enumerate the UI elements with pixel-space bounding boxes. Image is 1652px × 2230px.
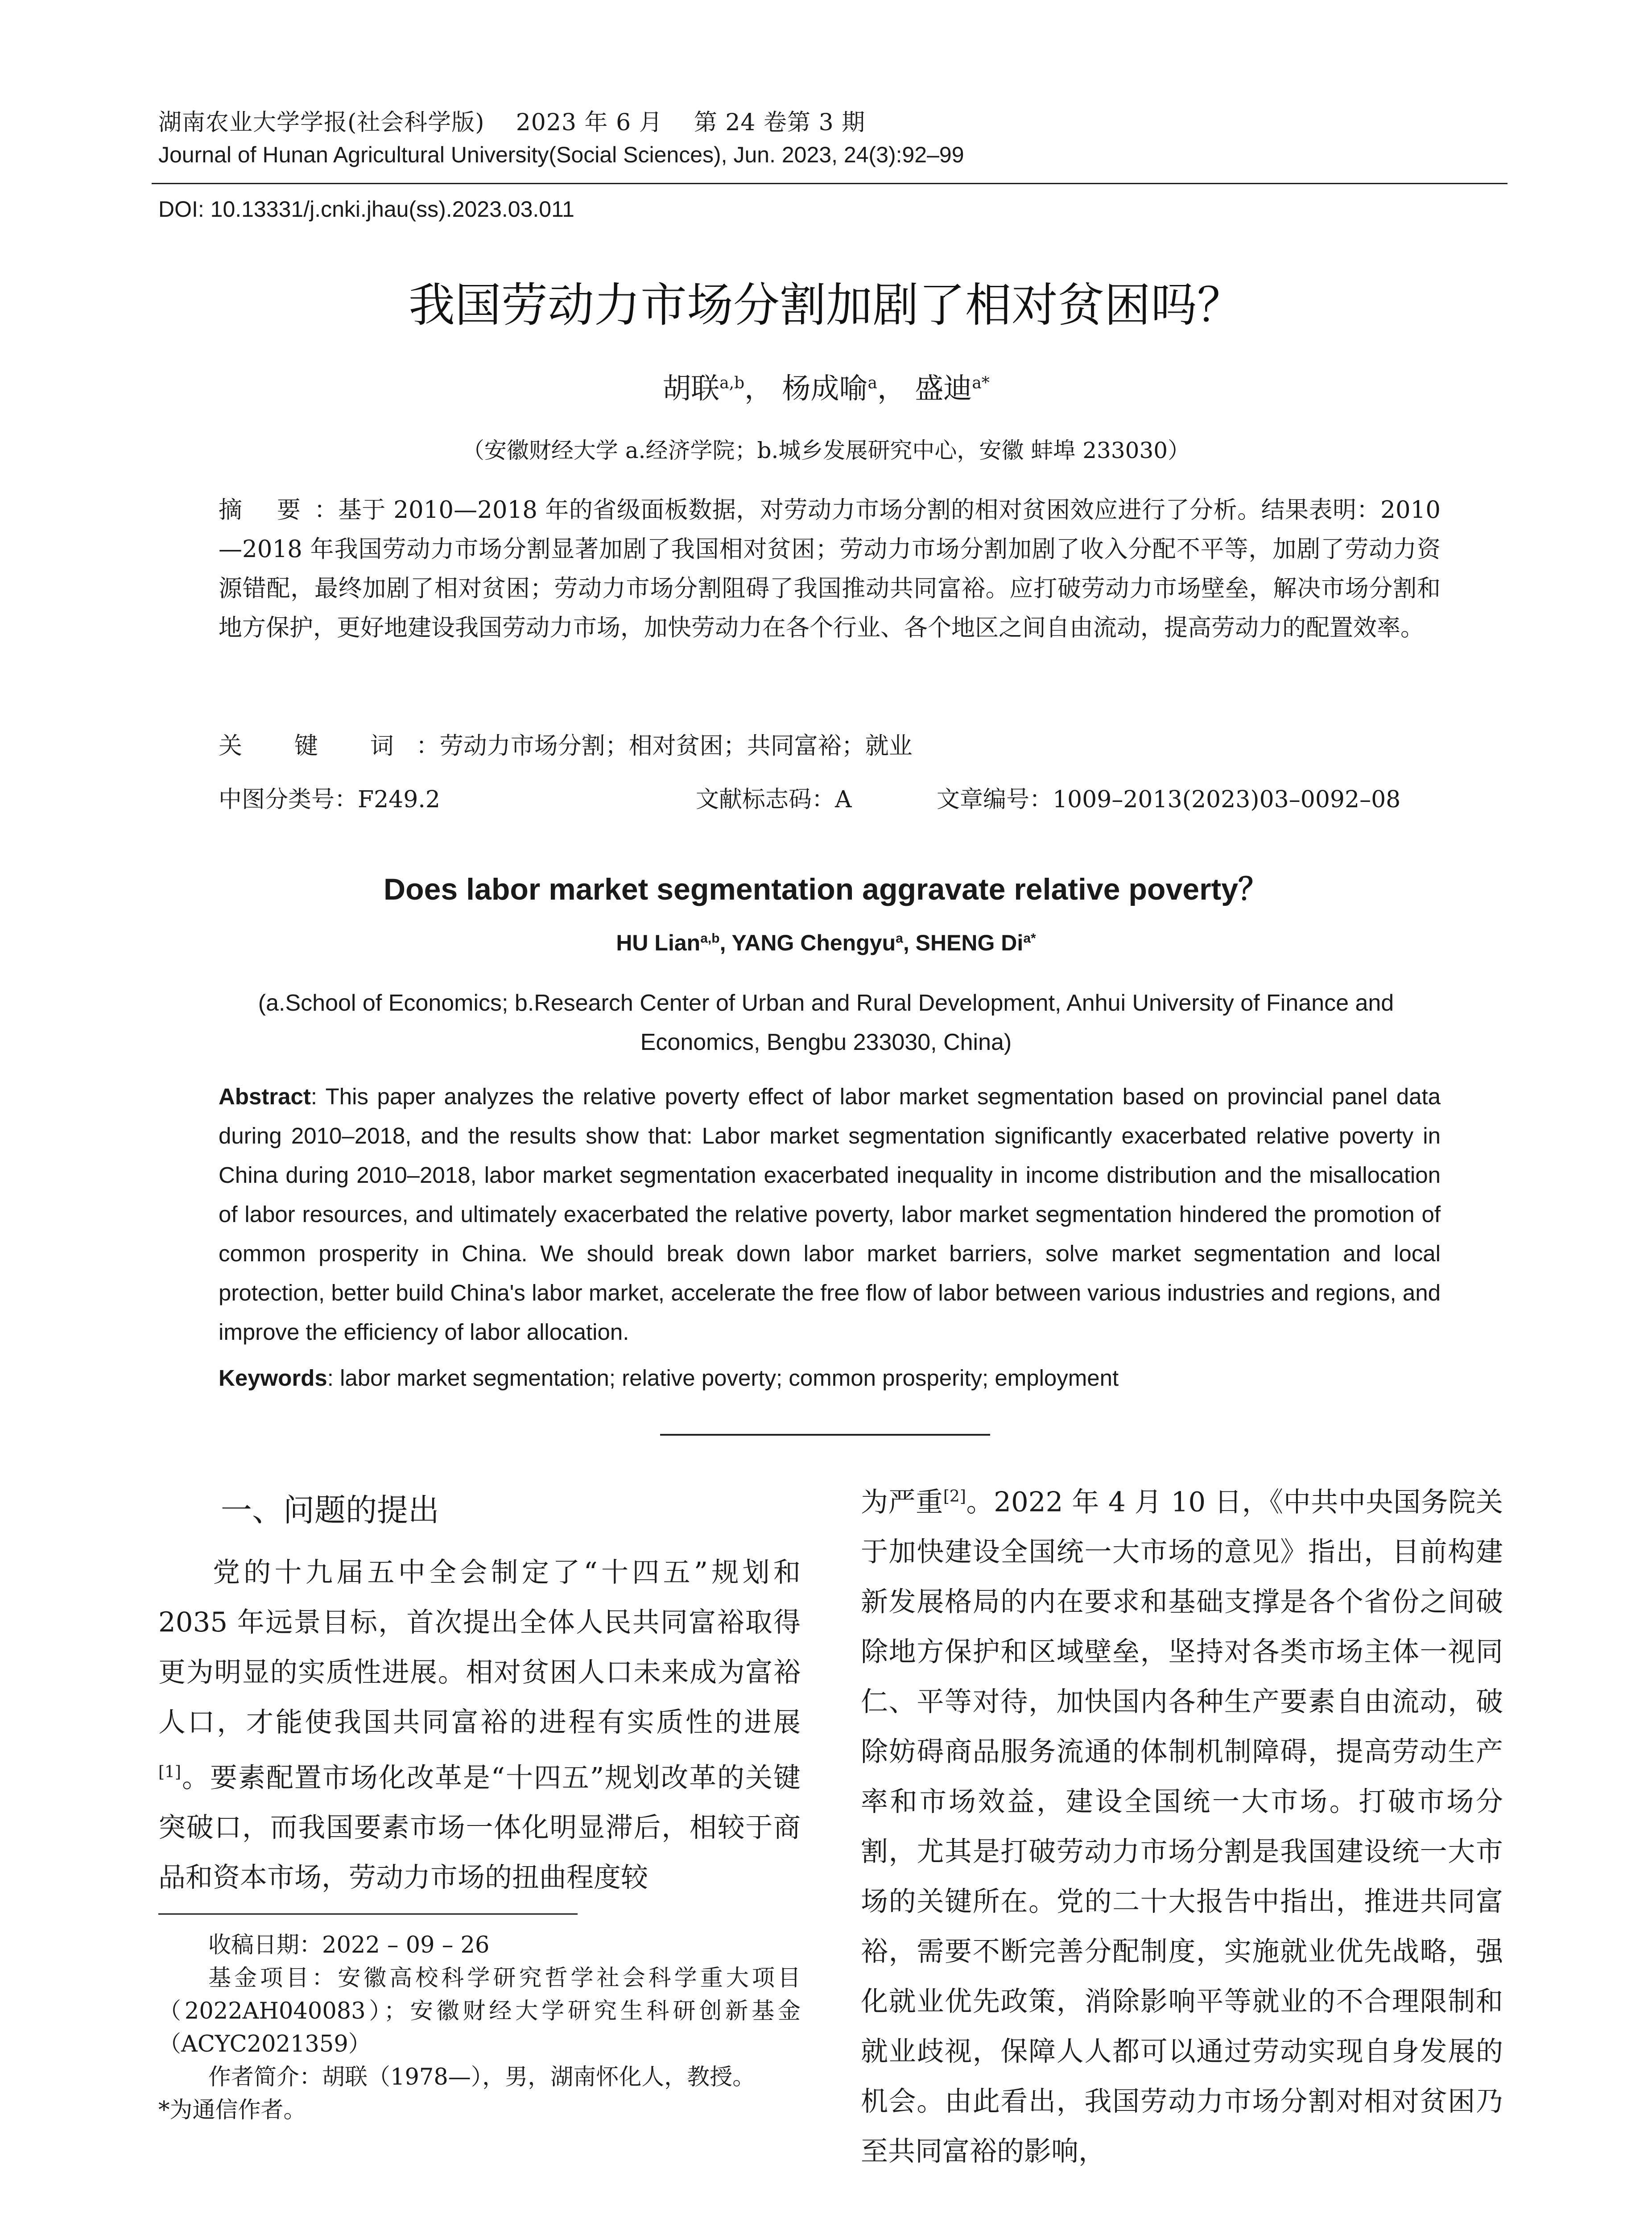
abstract-text-cn: 基于 2010—2018 年的省级面板数据，对劳动力市场分割的相对贫困效应进行了分析。结果表明：2010—2018 年我国劳动力市场分割显著加剧了我国相对贫困；劳动力市场分割加剧了收入分配不平等，加剧了劳动力资源错配，最终加剧了相对贫困；劳动力市场分割阻碍了我国推动共同富裕。应打破劳动力市场壁垒，解决市场分割和地方保护，更好地建设我国劳动力市场，加快劳动力在各个行业、各个地区之间自由流动，提高劳动力的配置效率。 bbox=[219, 496, 1441, 641]
abstract-cn: 摘 要：基于 2010—2018 年的省级面板数据，对劳动力市场分割的相对贫困效应进行了分析。结果表明：2010—2018 年我国劳动力市场分割显著加剧了我国相对贫困；劳动力市场分割加剧了收入分配不平等，加剧了劳动力资源错配，最终加剧了相对贫困；劳动力市场分割阻碍了我国推动共同富裕。应打破劳动力市场壁垒，解决市场分割和地方保护，更好地建设我国劳动力市场，加快劳动力在各个行业、各个地区之间自由流动，提高劳动力的配置效率。 bbox=[219, 496, 1441, 641]
affiliation-en-line: (a.School of Economics; b.Research Center of Urban and Rural Development, Anhui University of Finance and bbox=[258, 990, 1394, 1016]
affiliation-en-line: Economics, Bengbu 233030, China) bbox=[640, 1029, 1012, 1055]
body-paragraph bbox=[861, 1472, 1503, 2176]
journal-name-en: Journal of Hunan Agricultural University(Social Sciences), Jun. 2023, 24(3):92–99 bbox=[158, 142, 964, 167]
paragraph-text: 党的十九届五中全会制定了“十四五”规划和 2035 年远景目标，首次提出全体人民共同富裕取得更为明显的实质性进展。相对贫困人口未来成为富裕人口，才能使我国共同富裕的进程有实质性的进展 bbox=[158, 1557, 801, 1738]
author-name: 杨成喻 bbox=[782, 372, 868, 405]
footnote-funding: 基金项目：安徽高校科学研究哲学社会科学重大项目（2022AH040083）；安徽财经大学研究生科研创新基金（ACYC2021359） bbox=[158, 1965, 801, 2057]
citation-ref: [2] bbox=[943, 1487, 966, 1506]
authors-en: HU Lian$^{a,b}$, YANG Chengyu$^a$, SHENG $Di^{a*}$ bbox=[616, 930, 1036, 955]
author-affiliation-mark: a bbox=[896, 931, 903, 946]
abstract-en: Abstract: This paper analyzes the relative poverty effect of labor market segmentation based on provincial panel data during 2010–2018, and the results show that: Labor market segmentation significantly exacerbated relative poverty in China during 2010–2018, labor market segmentation exacerbated inequality in income distribution and the misallocation of labor resources, and ultimately exacerbated the relative poverty, labor market segmentation hindered the promotion of common prosperity in China. We should break down labor market barriers, solve market segmentation and local protection, better build China's labor market, accelerate the free flow of labor between various industries and regions, and improve the efficiency of labor allocation. bbox=[219, 1084, 1441, 1345]
author-name: HU Lian bbox=[616, 930, 701, 955]
keywords-en: Keywords: labor market segmentation; relative poverty; common prosperity; employment bbox=[219, 1365, 1119, 1391]
authors-cn: 胡联$^{a,b}$， 杨成喻$^a$， 盛迪$^{a*}$ bbox=[662, 372, 990, 405]
author-affiliation-mark: a,b bbox=[700, 931, 720, 946]
paragraph-text: 。2022 年 4 月 10 日，《中共中央国务院关于加快建设全国统一大市场的意见》指出，目前构建新发展格局的内在要求和基础支撑是各个省份之间破除地方保护和区域壁垒，坚持对各类市场主体一视同仁、平等对待，加快国内各种生产要素自由流动，破除妨碍商品服务流通的体制机制障碍，提高劳动生产率和市场效益，建设全国统一大市场。打破市场分割，尤其是打破劳动力市场分割是我国建设统一大市场的关键所在。党的二十大报告中指出，推进共同富裕，需要不断完善分配制度，实施就业优先战略，强化就业优先政策，消除影响平等就业的不合理限制和就业歧视，保障人人都可以通过劳动实现自身发展的机会。由此看出，我国劳动力市场分割对相对贫困乃至共同富裕的影响， bbox=[861, 1486, 1503, 2168]
author-affiliation-mark: a bbox=[867, 374, 877, 392]
section-divider bbox=[660, 1434, 990, 1436]
footnote-corresponding: *为通信作者。 bbox=[158, 2097, 306, 2123]
body-paragraph bbox=[158, 1548, 801, 1903]
abstract-text-en: This paper analyzes the relative poverty effect of labor market segmentation based on provincial panel data during 2010–2018, and the results show that: Labor market segmentation significantly exacerbated relative poverty in China during 2010–2018, labor market segmentation exacerbated inequality in income distribution and the misallocation of labor resources, and ultimately exacerbated the relative poverty, labor market segmentation hindered the promotion of common prosperity in China. We should break down labor market barriers, solve market segmentation and local protection, better build China's labor market, accelerate the free flow of labor between various industries and regions, and improve the efficiency of labor allocation. bbox=[219, 1084, 1441, 1345]
paper-title-en: Does labor market segmentation aggravate relative poverty？ bbox=[383, 872, 1269, 906]
section-heading: 一、问题的提出 bbox=[221, 1492, 439, 1528]
footnote-received-date: 收稿日期：2022 – 09 – 26 bbox=[208, 1932, 490, 1958]
body-right-column bbox=[861, 1472, 1503, 2176]
classification-number: 中图分类号：F249.2 bbox=[219, 786, 440, 813]
footnote-divider bbox=[158, 1913, 578, 1915]
author-name: 盛迪 bbox=[915, 372, 972, 405]
citation-ref: [1] bbox=[158, 1763, 181, 1781]
keywords-text-cn: 劳动力市场分割；相对贫困；共同富裕；就业 bbox=[439, 732, 913, 760]
author-name: 胡联 bbox=[662, 372, 720, 405]
journal-name-cn: 湖南农业大学学报(社会科学版) 2023 年 6 月 第 24 卷第 3 期 bbox=[158, 109, 866, 136]
body-left-column bbox=[158, 1548, 801, 1903]
keywords-label-en: Keywords bbox=[219, 1365, 327, 1391]
doi: DOI: 10.13331/j.cnki.jhau(ss).2023.03.011 bbox=[158, 197, 574, 222]
author-name: YANG Chengyu bbox=[731, 930, 896, 955]
header-divider bbox=[152, 183, 1507, 184]
paper-title-cn: 我国劳动力市场分割加剧了相对贫困吗？ bbox=[408, 278, 1243, 332]
author-name: SHENG Di bbox=[915, 930, 1024, 955]
keywords-cn: 关 键 词：劳动力市场分割；相对贫困；共同富裕；就业 bbox=[219, 732, 913, 760]
paragraph-text: 为严重 bbox=[861, 1486, 943, 1518]
author-affiliation-mark: a* bbox=[972, 374, 990, 392]
footnote-author-bio: 作者简介：胡联（1978—），男，湖南怀化人，教授。 bbox=[208, 2064, 756, 2090]
document-code: 文献标志码：A bbox=[696, 786, 852, 813]
abstract-label-en: Abstract bbox=[219, 1084, 311, 1109]
affiliation-en bbox=[0, 983, 1652, 1062]
affiliation-cn: （安徽财经大学 a.经济学院；b.城乡发展研究中心，安徽 蚌埠 233030） bbox=[462, 438, 1190, 463]
footnotes bbox=[158, 1929, 801, 2127]
paragraph-text: 。要素配置市场化改革是“十四五”规划改革的关键突破口，而我国要素市场一体化明显滞后，相较于商品和资本市场，劳动力市场的扭曲程度较 bbox=[158, 1762, 801, 1894]
keywords-label-cn: 关 键 词 bbox=[219, 732, 416, 760]
author-affiliation-mark: a,b bbox=[719, 374, 745, 392]
article-number: 文章编号：1009–2013(2023)03–0092–08 bbox=[937, 786, 1401, 813]
keywords-text-en: labor market segmentation; relative poverty; common prosperity; employment bbox=[340, 1365, 1119, 1391]
abstract-label-cn: 摘 要 bbox=[219, 496, 314, 524]
author-affiliation-mark: a* bbox=[1023, 931, 1036, 946]
